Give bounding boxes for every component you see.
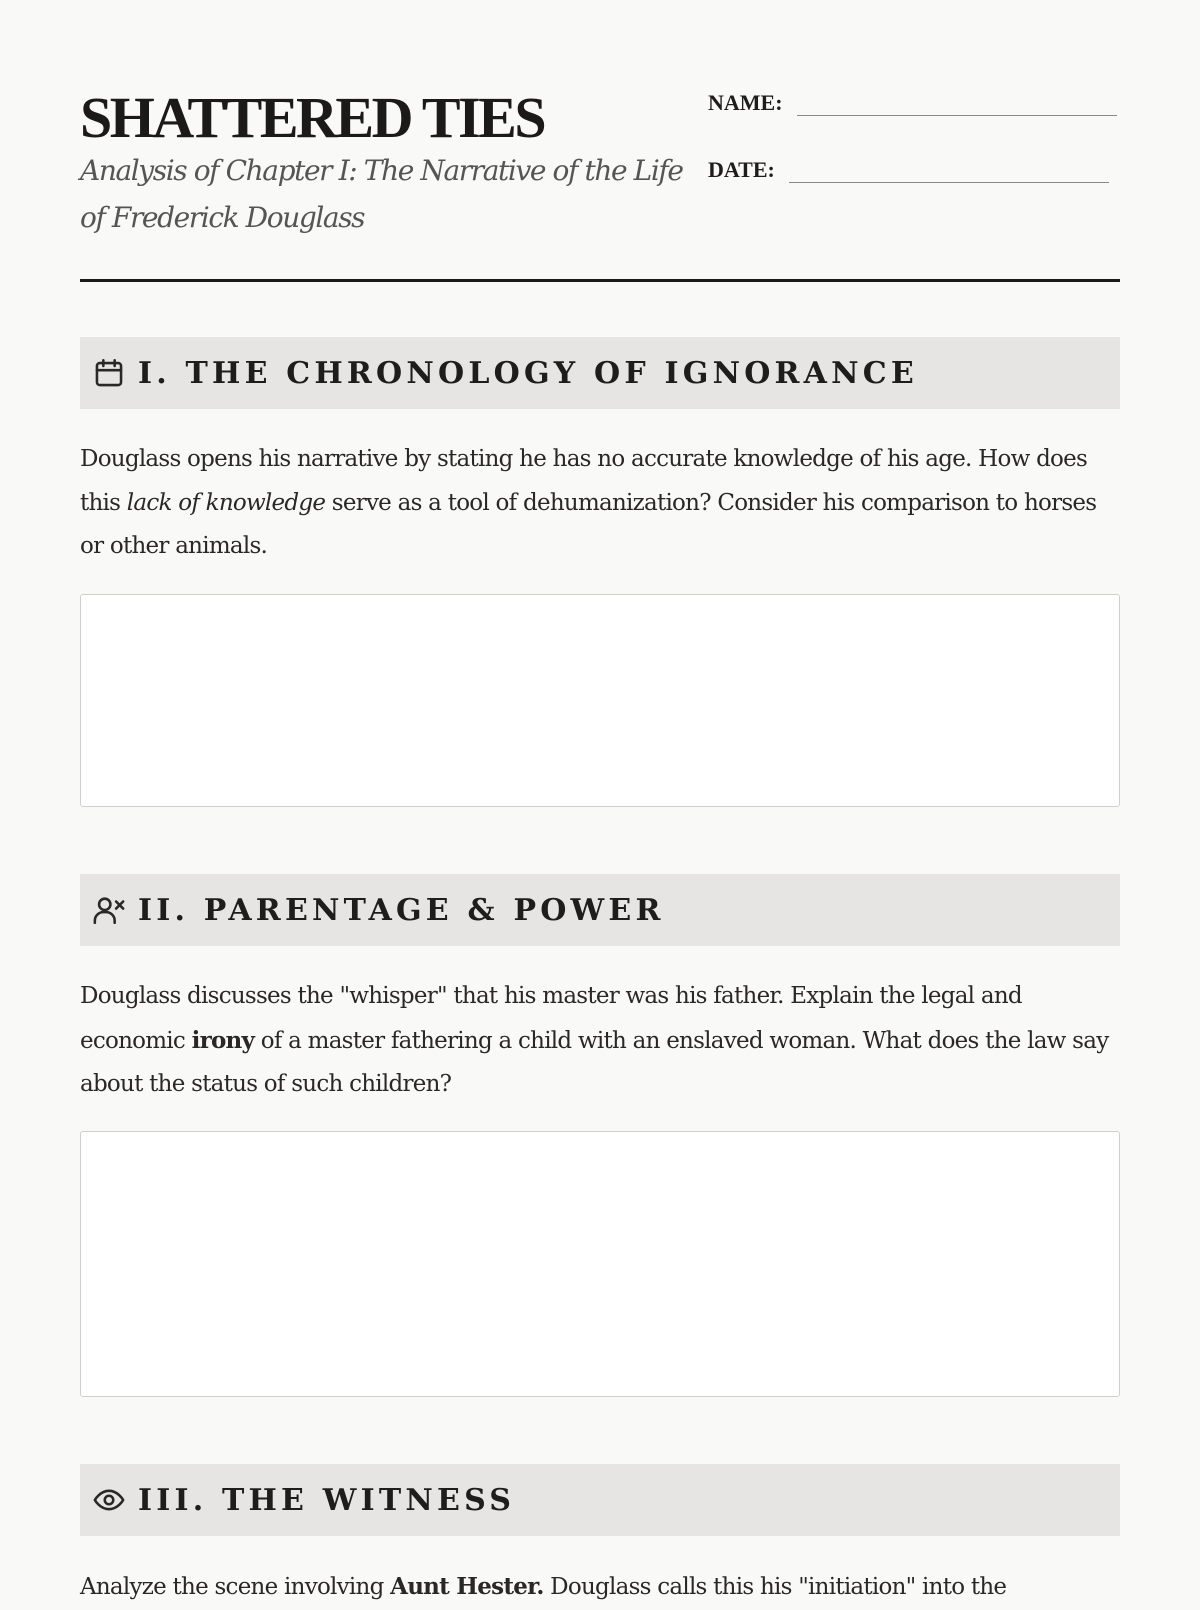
name-field: [708, 90, 1117, 116]
section-header-chronology: [80, 337, 1120, 409]
question-prompt: Douglass opens his narrative by stating he has no accurate knowledge of his age. How does this lack of knowledge serve as a tool of dehumanization? Consider his comparison to horses or other animals.: [80, 446, 1097, 559]
eye-icon: [92, 1483, 126, 1517]
name-label: NAME:: [708, 90, 783, 115]
question-prompt: Analyze the scene involving Aunt Hester. Douglass calls this his "initiation" into the: [80, 1573, 1007, 1600]
question-prompt: Douglass discusses the "whisper" that his master was his father. Explain the legal and economic irony of a master fathering a child with an enslaved woman. What does the law say about the status of such children?: [80, 983, 1109, 1097]
calendar-icon: [92, 356, 126, 390]
header-divider: [80, 279, 1120, 282]
section-title: II. PARENTAGE & POWER: [138, 892, 665, 928]
answer-box[interactable]: [80, 594, 1120, 807]
page-subtitle: Analysis of Chapter I: The Narrative of the Life of Frederick Douglass: [80, 154, 683, 234]
page-title: SHATTERED TIES: [80, 85, 545, 150]
section-title: III. THE WITNESS: [138, 1482, 516, 1518]
name-line[interactable]: [797, 114, 1117, 116]
user-x-icon: [92, 893, 126, 927]
date-label: DATE:: [708, 157, 775, 182]
section-header-witness: [80, 1464, 1120, 1536]
date-field: [708, 157, 1109, 183]
section-title: I. THE CHRONOLOGY OF IGNORANCE: [138, 355, 918, 391]
answer-box[interactable]: [80, 1131, 1120, 1397]
date-line[interactable]: [789, 181, 1109, 183]
section-header-parentage: [80, 874, 1120, 946]
